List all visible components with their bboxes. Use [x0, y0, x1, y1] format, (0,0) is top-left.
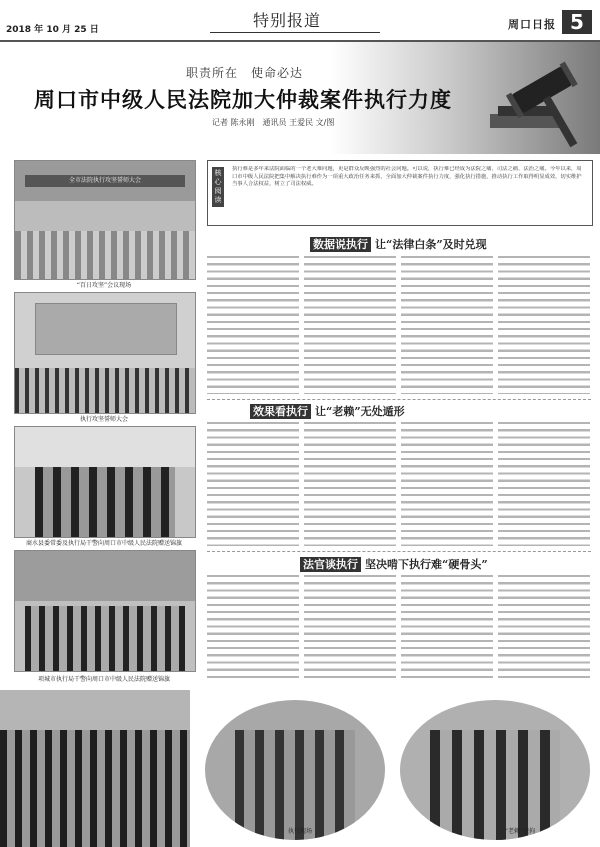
section-quote: 坚决啃下执行难“硬骨头” — [365, 558, 488, 571]
section-tag: 法官谈执行 — [300, 557, 361, 572]
issue-date: 2018 年 10 月 25 日 — [6, 25, 99, 35]
section-title: 特别报道 — [253, 11, 322, 30]
article-byline: 记者 陈永刚 通讯员 王爱民 文/图 — [212, 118, 335, 127]
section-heading-data — [310, 236, 487, 252]
caption-meeting: “百日攻坚”会议现场 — [76, 282, 132, 289]
section-tag: 效果看执行 — [250, 404, 311, 419]
page-number: 5 — [562, 10, 592, 34]
section-tag: 数据说执行 — [310, 237, 371, 252]
text-column — [304, 422, 396, 546]
article-headline: 周口市中级人民法院加大仲裁案件执行力度 — [34, 87, 452, 112]
text-column — [401, 575, 493, 679]
section-quote: 让“法律白条”及时兑现 — [375, 238, 487, 251]
caption-oath-rally: 执行攻坚誓师大会 — [79, 416, 128, 423]
photo-oath-rally — [14, 292, 196, 414]
caption-detained: “老赖”被拘 — [504, 828, 536, 835]
section-divider — [207, 551, 591, 552]
section-quote: 让“老赖”无处遁形 — [315, 405, 405, 418]
lead-text: 执行难是多年来法院面临的一个老大难问题，更是群众反映强烈的社会问题。可以说，执行难已经成为法院之痛、司法之痛、法治之痛。今年以来，周口市中级人民法院把集中解决执行难作为一项重大政治任务来抓，全面加大仲裁案件执行力度，强化执行措施，推动执行工作取得明显成效，切实维护当事人合法权益，树立了司法权威。 — [232, 166, 582, 187]
text-column — [498, 256, 590, 394]
meeting-banner-text: 全市法院执行攻坚誓师大会 — [25, 175, 185, 187]
text-column — [207, 256, 299, 394]
caption-execution: 执行现场 — [287, 828, 312, 835]
text-column — [304, 256, 396, 394]
photo-banner-gift-xiangcheng — [14, 550, 196, 672]
section-divider — [207, 399, 591, 400]
photo-debtor-detained — [400, 700, 590, 840]
caption-shangshui: 商水县委常委及执行局干警向周口市中级人民法院赠送锦旗 — [25, 540, 182, 547]
photo-banner-gift-shangshui — [14, 426, 196, 538]
article-subtitle: 职责所在 使命必达 — [186, 66, 304, 80]
text-column — [207, 422, 299, 546]
photo-police-line — [0, 690, 190, 847]
text-column — [304, 575, 396, 679]
lead-kicker: 核心阅读 — [212, 167, 224, 207]
photo-execution-scene — [205, 700, 385, 840]
caption-xiangcheng: 项城市执行局干警向周口市中级人民法院赠送锦旗 — [37, 676, 170, 683]
section-underline — [210, 32, 380, 33]
newspaper-logo: 周口日报 — [508, 18, 556, 31]
text-column — [401, 422, 493, 546]
text-column — [401, 256, 493, 394]
text-column — [207, 575, 299, 679]
photo-meeting — [14, 160, 196, 280]
section-heading-effect — [250, 403, 405, 419]
text-column — [498, 575, 590, 679]
text-column — [498, 422, 590, 546]
gavel-icon — [470, 44, 600, 154]
section-heading-judge — [300, 556, 488, 572]
